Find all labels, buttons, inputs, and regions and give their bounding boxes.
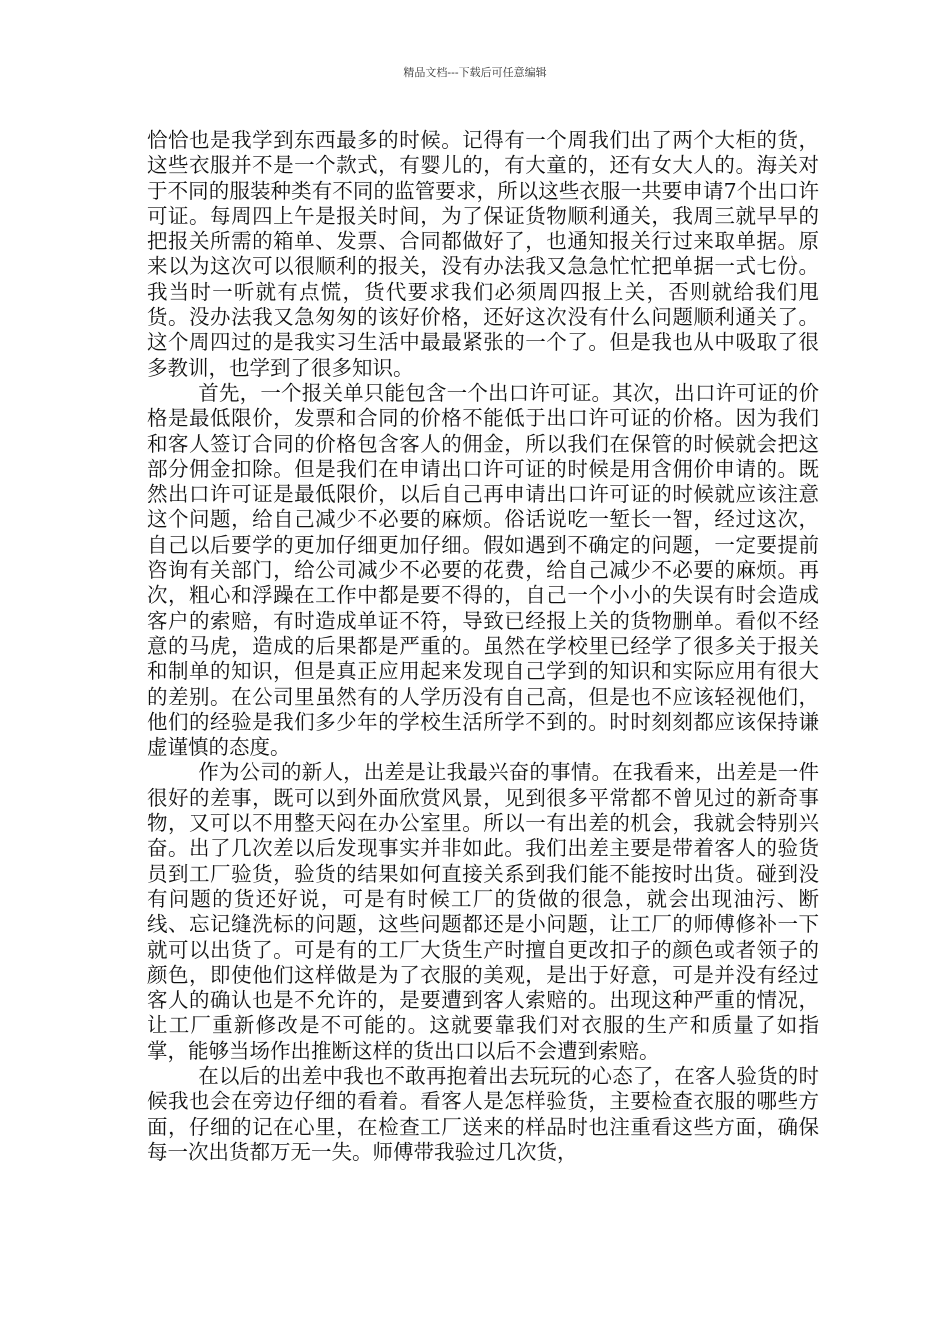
paragraph-2: 首先，一个报关单只能包含一个出口许可证。其次，出口许可证的价格是最低限价，发票和合同的价格不能低于出口许可证的价格。因为我们和客人签订合同的价格包含客人的佣金，所以我们在保管的时候就会把这部分佣金扣除。但是我们在申请出口许可证的时候是用含佣价申请的。既然出口许可证是最低限价，以后自己再申请出口许可证的时候就应该注意这个问题，给自己减少不必要的麻烦。俗话说吃一堑长一智，经过这次，自己以后要学的更加仔细更加仔细。假如遇到不确定的问题，一定要提前咨询有关部门，给公司减少不必要的花费，给自己减少不必要的麻烦。再次，粗心和浮躁在工作中都是要不得的，自己一个小小的失误有时会造成客户的索赔，有时造成单证不符，导致已经报上关的货物删单。看似不经意的马虎，造成的后果都是严重的。虽然在学校里已经学了很多关于报关和制单的知识，但是真正应用起来发现自己学到的知识和实际应用有很大的差别。在公司里虽然有的人学历没有自己高，但是也不应该轻视他们，他们的经验是我们多少年的学校生活所学不到的。时时刻刻都应该保持谦虚谨慎的态度。 — [147, 380, 819, 760]
page-header: 精品文档---下载后可任意编辑 — [403, 66, 547, 79]
paragraph-3: 作为公司的新人，出差是让我最兴奋的事情。在我看来，出差是一件很好的差事，既可以到外面欣赏风景，见到很多平常都不曾见过的新奇事物，又可以不用整天闷在办公室里。所以一有出差的机会，我就会特别兴奋。出了几次差以后发现事实并非如此。我们出差主要是带着客人的验货员到工厂验货，验货的结果如何直接关系到我们能不能按时出货。碰到没有问题的货还好说，可是有时候工厂的货做的很急，就会出现油污、断线、忘记缝洗标的问题，这些问题都还是小问题，让工厂的师傅修补一下就可以出货了。可是有的工厂大货生产时擅自更改扣子的颜色或者领子的颜色，即使他们这样做是为了衣服的美观，是出于好意，可是并没有经过客人的确认也是不允许的，是要遭到客人索赔的。出现这种严重的情况，让工厂重新修改是不可能的。这就要靠我们对衣服的生产和质量了如指掌，能够当场作出推断这样的货出口以后不会遭到索赔。 — [147, 760, 819, 1063]
document-body — [147, 128, 819, 1165]
paragraph-1: 恰恰也是我学到东西最多的时候。记得有一个周我们出了两个大柜的货，这些衣服并不是一个款式，有婴儿的，有大童的，还有女大人的。海关对于不同的服装种类有不同的监管要求，所以这些衣服一共要申请7个出口许可证。每周四上午是报关时间，为了保证货物顺利通关，我周三就早早的把报关所需的箱单、发票、合同都做好了，也通知报关行过来取单据。原来以为这次可以很顺利的报关，没有办法我又急急忙忙把单据一式七份。我当时一听就有点慌，货代要求我们必须周四报上关，否则就给我们甩货。没办法我又急匆匆的该好价格，还好这次没有什么问题顺利通关了。这个周四过的是我实习生活中最最紧张的一个了。但是我也从中吸取了很多教训，也学到了很多知识。 — [147, 128, 819, 380]
paragraph-4: 在以后的出差中我也不敢再抱着出去玩玩的心态了，在客人验货的时候我也会在旁边仔细的看着。看客人是怎样验货，主要检查衣服的哪些方面，仔细的记在心里，在检查工厂送来的样品时也注重看这些方面，确保每一次出货都万无一失。师傅带我验过几次货， — [147, 1063, 819, 1164]
